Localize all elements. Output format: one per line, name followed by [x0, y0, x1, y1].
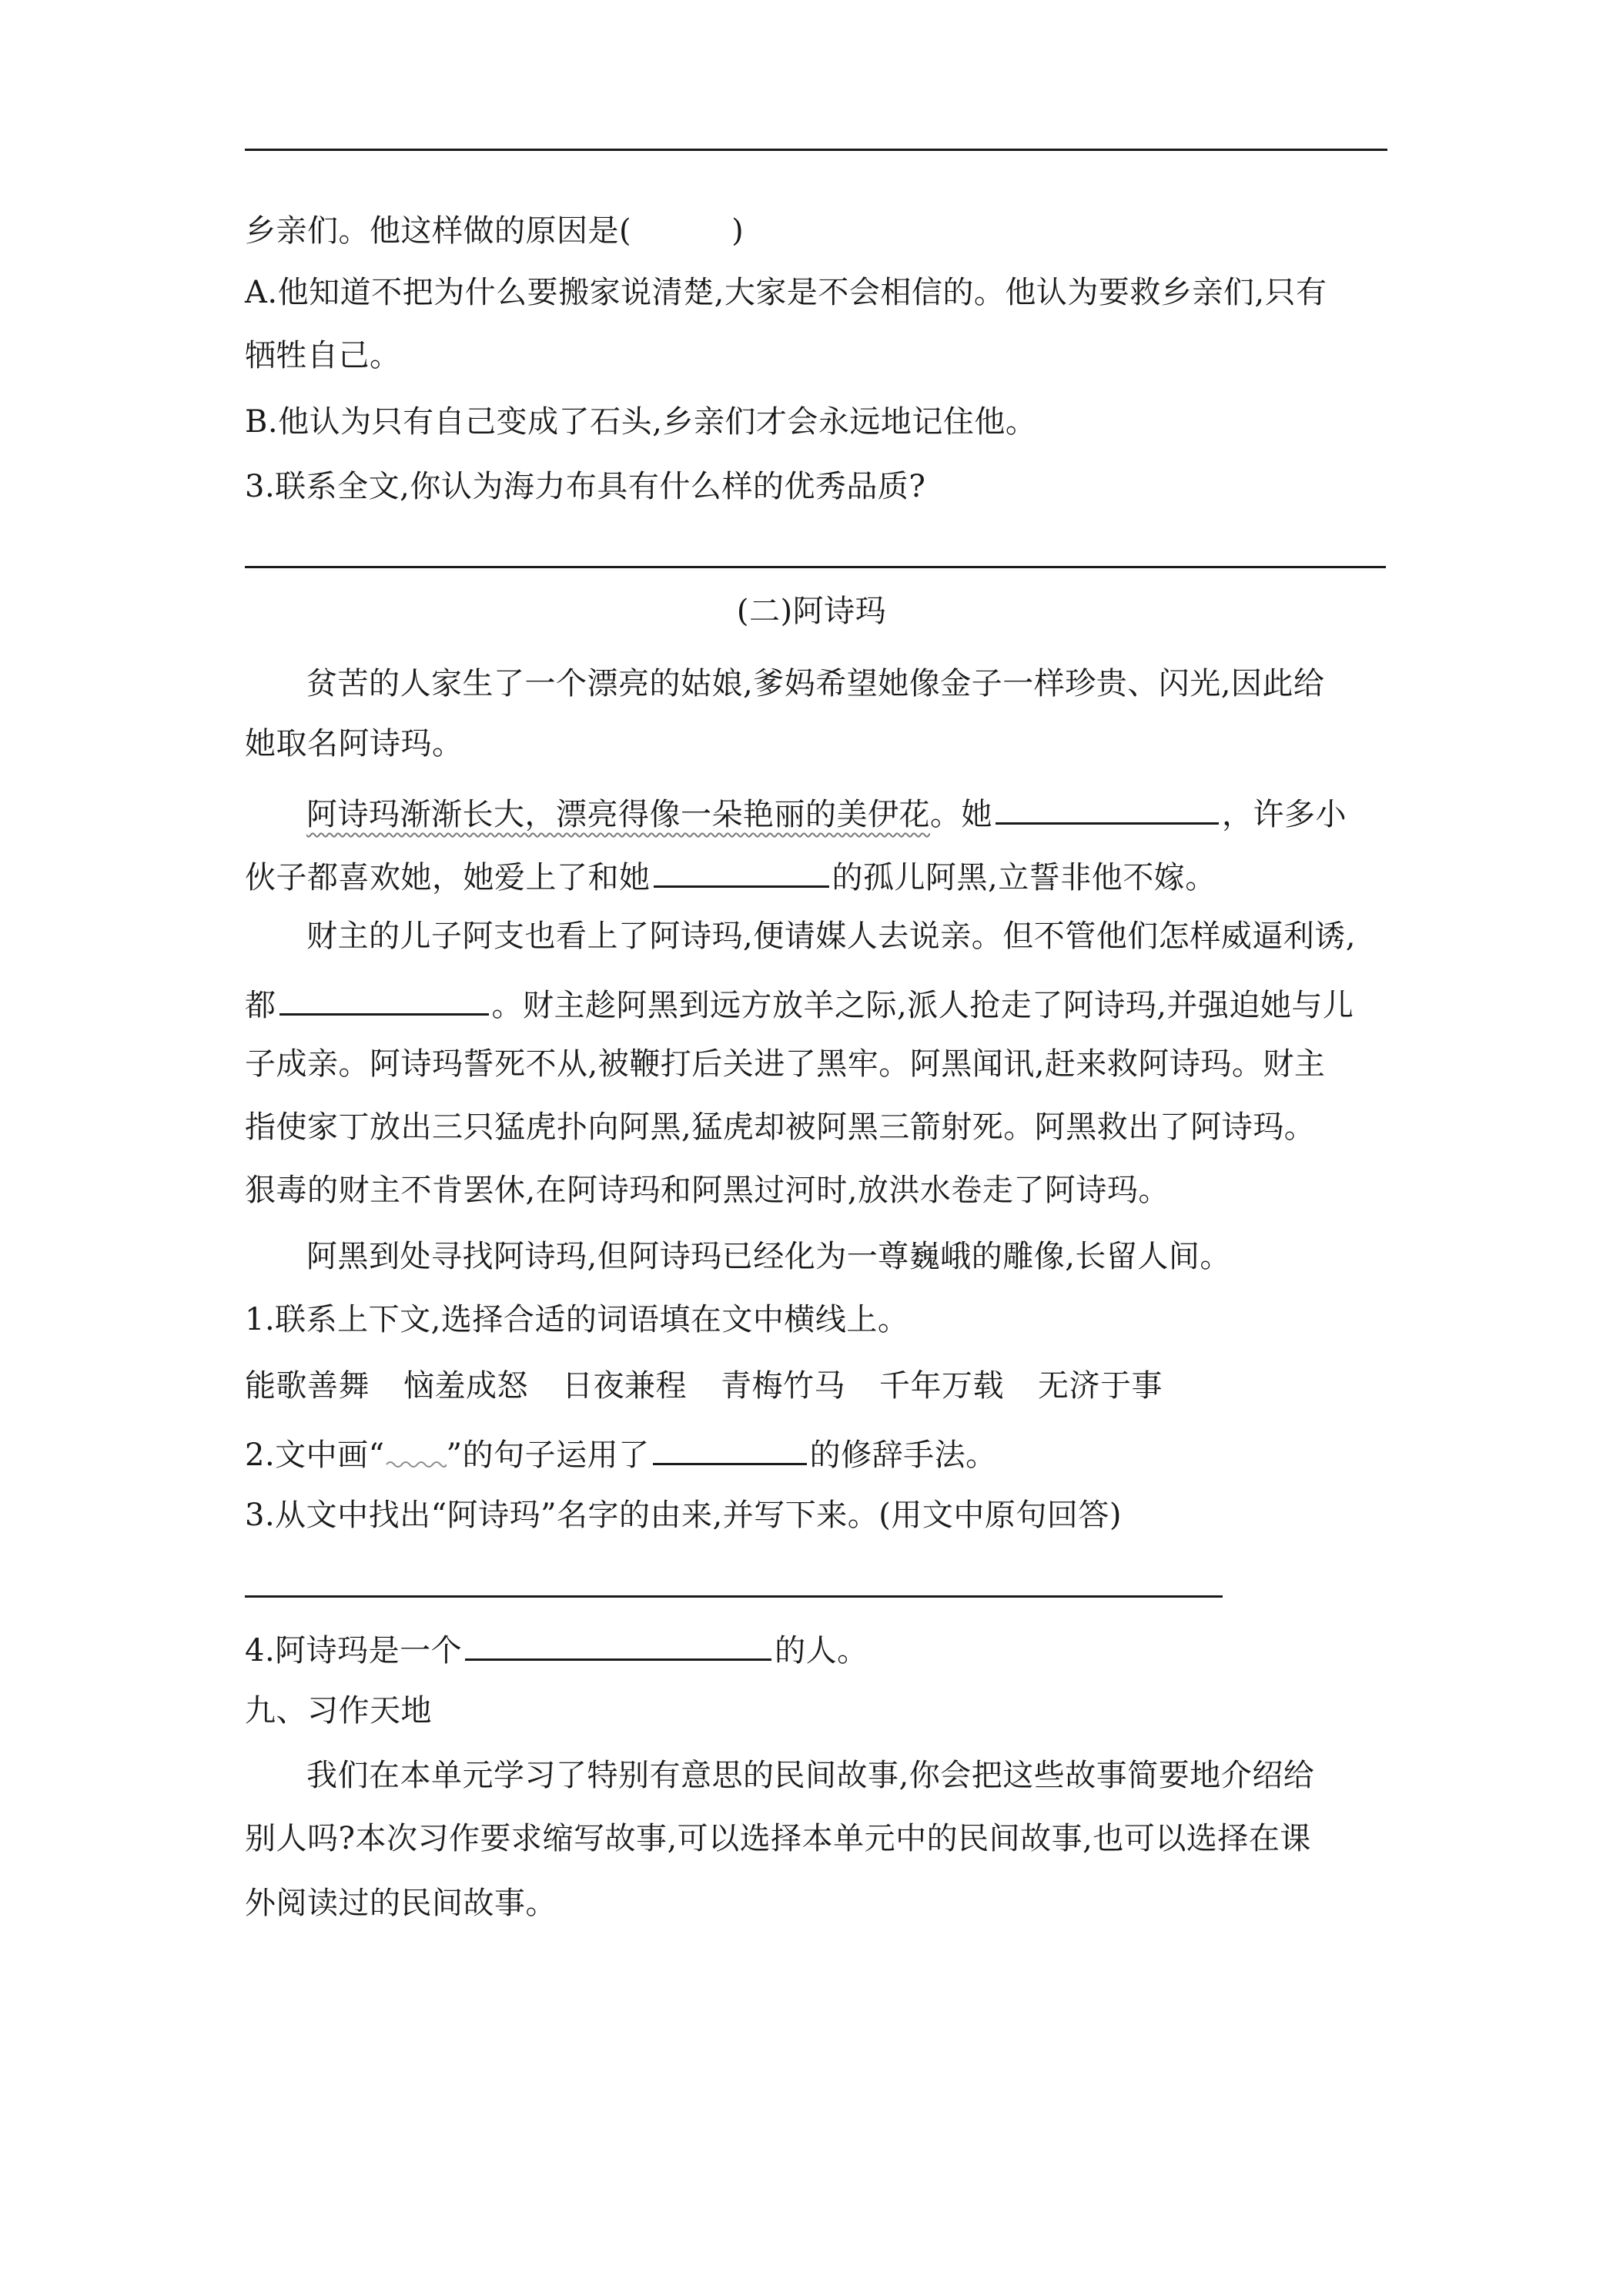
passage-p2-line2-b: 的孤儿阿黑,立誓非他不嫁。 — [832, 860, 1216, 895]
fill-blank-1[interactable] — [996, 788, 1219, 825]
question-2-close: ) — [731, 213, 745, 249]
answer-line-q3[interactable] — [245, 566, 1386, 568]
word-option: 日夜兼程 — [562, 1368, 687, 1404]
fill-blank-3[interactable] — [279, 979, 489, 1016]
passage-p3-line-2 — [245, 979, 1354, 1027]
passage-p2-line-1 — [306, 788, 1347, 836]
question-2-text-b: ”的句子运用了 — [446, 1438, 650, 1473]
section-heading-writing: 九、习作天地 — [245, 1693, 432, 1729]
passage-p3-line2-a: 都 — [245, 988, 276, 1023]
word-option: 恼羞成怒 — [403, 1368, 528, 1404]
passage-p4: 阿黑到处寻找阿诗玛,但阿诗玛已经化为一尊巍峨的雕像,长留人间。 — [306, 1239, 1231, 1274]
question-2 — [245, 1429, 997, 1477]
passage-title: (二)阿诗玛 — [736, 594, 887, 629]
word-option: 千年万载 — [879, 1368, 1004, 1404]
question-4-text-b: 的人。 — [775, 1633, 868, 1668]
question-4-text-a: 4.阿诗玛是一个 — [245, 1633, 463, 1668]
writing-prompt-line-2: 别人吗?本次习作要求缩写故事,可以选择本单元中的民间故事,也可以选择在课 — [245, 1821, 1311, 1856]
answer-line-top — [245, 149, 1387, 151]
option-a-line-1: A.他知道不把为什么要搬家说清楚,大家是不会相信的。他认为要救乡亲们,只有 — [245, 275, 1327, 310]
question-1: 1.联系上下文,选择合适的词语填在文中横线上。 — [245, 1302, 909, 1337]
wavy-line-sample-icon — [385, 1442, 447, 1465]
fill-blank-2[interactable] — [654, 852, 829, 888]
writing-prompt-line-1: 我们在本单元学习了特别有意思的民间故事,你会把这些故事简要地介绍给 — [306, 1758, 1315, 1793]
passage-p2-text-a: 。她 — [930, 797, 992, 832]
question-3-part2: 3.从文中找出“阿诗玛”名字的由来,并写下来。(用文中原句回答) — [245, 1498, 1122, 1533]
fill-blank-rhetoric[interactable] — [653, 1429, 807, 1465]
passage-p1-line-2: 她取名阿诗玛。 — [245, 726, 463, 761]
writing-prompt-line-3: 外阅读过的民间故事。 — [245, 1886, 557, 1921]
wavy-underlined-sentence: 阿诗玛渐渐长大，漂亮得像一朵艳丽的美伊花 — [306, 797, 930, 832]
question-4 — [245, 1625, 868, 1672]
option-b: B.他认为只有自己变成了石头,乡亲们才会永远地记住他。 — [245, 404, 1037, 440]
passage-p2-line-2 — [245, 852, 1216, 899]
passage-p3-line-3: 子成亲。阿诗玛誓死不从,被鞭打后关进了黑牢。阿黑闻讯,赶来救阿诗玛。财主 — [245, 1046, 1326, 1082]
passage-p2-line2-a: 伙子都喜欢她，她爱上了和她 — [245, 860, 651, 895]
word-option: 青梅竹马 — [721, 1368, 845, 1404]
question-2-text: 乡亲们。他这样做的原因是( — [245, 213, 632, 249]
option-a-line-2: 牺牲自己。 — [245, 338, 401, 373]
passage-p1-line-1: 贫苦的人家生了一个漂亮的姑娘,爹妈希望她像金子一样珍贵、闪光,因此给 — [306, 666, 1325, 701]
passage-p2-text-b: ，许多小 — [1222, 797, 1347, 832]
fill-blank-q4[interactable] — [465, 1625, 771, 1661]
passage-p3-line-5: 狠毒的财主不肯罢休,在阿诗玛和阿黑过河时,放洪水卷走了阿诗玛。 — [245, 1173, 1170, 1208]
passage-p3-line2-b: 。财主趁阿黑到远方放羊之际,派人抢走了阿诗玛,并强迫她与儿 — [491, 988, 1354, 1023]
question-2-continuation — [245, 209, 744, 253]
question-3: 3.联系全文,你认为海力布具有什么样的优秀品质? — [245, 469, 926, 504]
passage-p3-line-4: 指使家丁放出三只猛虎扑向阿黑,猛虎却被阿黑三箭射死。阿黑救出了阿诗玛。 — [245, 1110, 1316, 1145]
question-2-text-a: 2.文中画“ — [245, 1438, 385, 1473]
word-bank — [245, 1364, 1163, 1407]
answer-line-name-origin[interactable] — [245, 1595, 1223, 1598]
word-option: 无济于事 — [1038, 1368, 1163, 1404]
passage-p3-line-1: 财主的儿子阿支也看上了阿诗玛,便请媒人去说亲。但不管他们怎样威逼利诱, — [306, 919, 1356, 954]
word-option: 能歌善舞 — [245, 1368, 370, 1404]
question-2-text-c: 的修辞手法。 — [809, 1438, 997, 1473]
